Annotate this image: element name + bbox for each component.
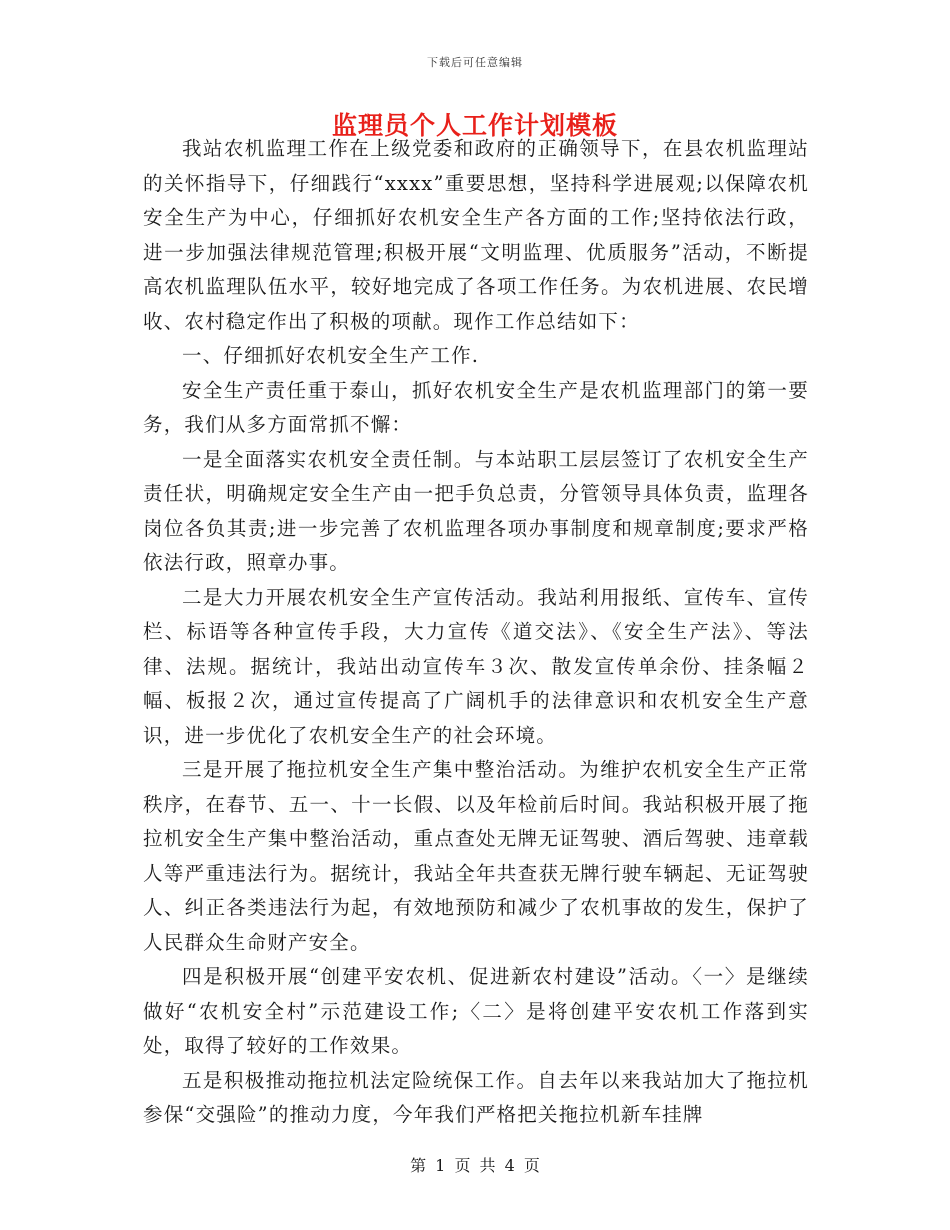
paragraph-item-2: 二是大力开展农机安全生产宣传活动。我站利用报纸、宣传车、宣传栏、标语等各种宣传手段，大力宣传《道交法》、《安全生产法》、等法律、法规。据统计，我站出动宣传车３次、散发宣传单余份、挂条幅２幅、板报２次，通过宣传提高了广阔机手的法律意识和农机安全生产意识，进一步优化了农机安全生产的社会环境。 (143, 585, 809, 747)
paragraph-item-4: 四是积极开展“创建平安农机、促进新农村建设”活动。〈一〉是继续做好“农机安全村”示范建设工作;〈二〉是将创建平安农机工作落到实处，取得了较好的工作效果。 (143, 965, 809, 1057)
paragraph-intro: 我站农机监理工作在上级党委和政府的正确领导下，在县农机监理站的关怀指导下，仔细践行“xxxx”重要思想，坚持科学进展观;以保障农机安全生产为中心，仔细抓好农机安全生产各方面的工作;坚持依法行政，进一步加强法律规范管理;积极开展“文明监理、优质服务”活动，不断提高农机监理队伍水平，较好地完成了各项工作任务。为农机进展、农民增收、农村稳定作出了积极的项献。现作工作总结如下： (143, 137, 809, 333)
paragraph-overview: 安全生产责任重于泰山，抓好农机安全生产是农机监理部门的第一要务，我们从多方面常抓不懈： (143, 378, 809, 436)
paragraph-item-3: 三是开展了拖拉机安全生产集中整治活动。为维护农机安全生产正常秩序，在春节、五一、十一长假、以及年检前后时间。我站积极开展了拖拉机安全生产集中整治活动，重点查处无牌无证驾驶、酒后驾驶、违章载人等严重违法行为。据统计，我站全年共查获无牌行驶车辆起、无证驾驶人、纠正各类违法行为起，有效地预防和减少了农机事故的发生，保护了人民群众生命财产安全。 (143, 758, 809, 954)
page-number-footer: 第 1 页 共 4 页 (410, 1156, 540, 1175)
document-body (143, 132, 809, 1133)
section-heading: 一、仔细抓好农机安全生产工作. (182, 344, 480, 367)
paragraph-item-1: 一是全面落实农机安全责任制。与本站职工层层签订了农机安全生产责任状，明确规定安全生产由一把手负总责，分管领导具体负责，监理各岗位各负其责;进一步完善了农机监理各项办事制度和规章制度;要求严格依法行政，照章办事。 (143, 447, 809, 574)
paragraph-item-5: 五是积极推动拖拉机法定险统保工作。自去年以来我站加大了拖拉机参保“交强险”的推动力度，今年我们严格把关拖拉机新车挂牌 (143, 1068, 809, 1126)
document-title: 监理员个人工作计划模板 (331, 111, 618, 140)
header-note: 下载后可任意编辑 (427, 56, 523, 69)
